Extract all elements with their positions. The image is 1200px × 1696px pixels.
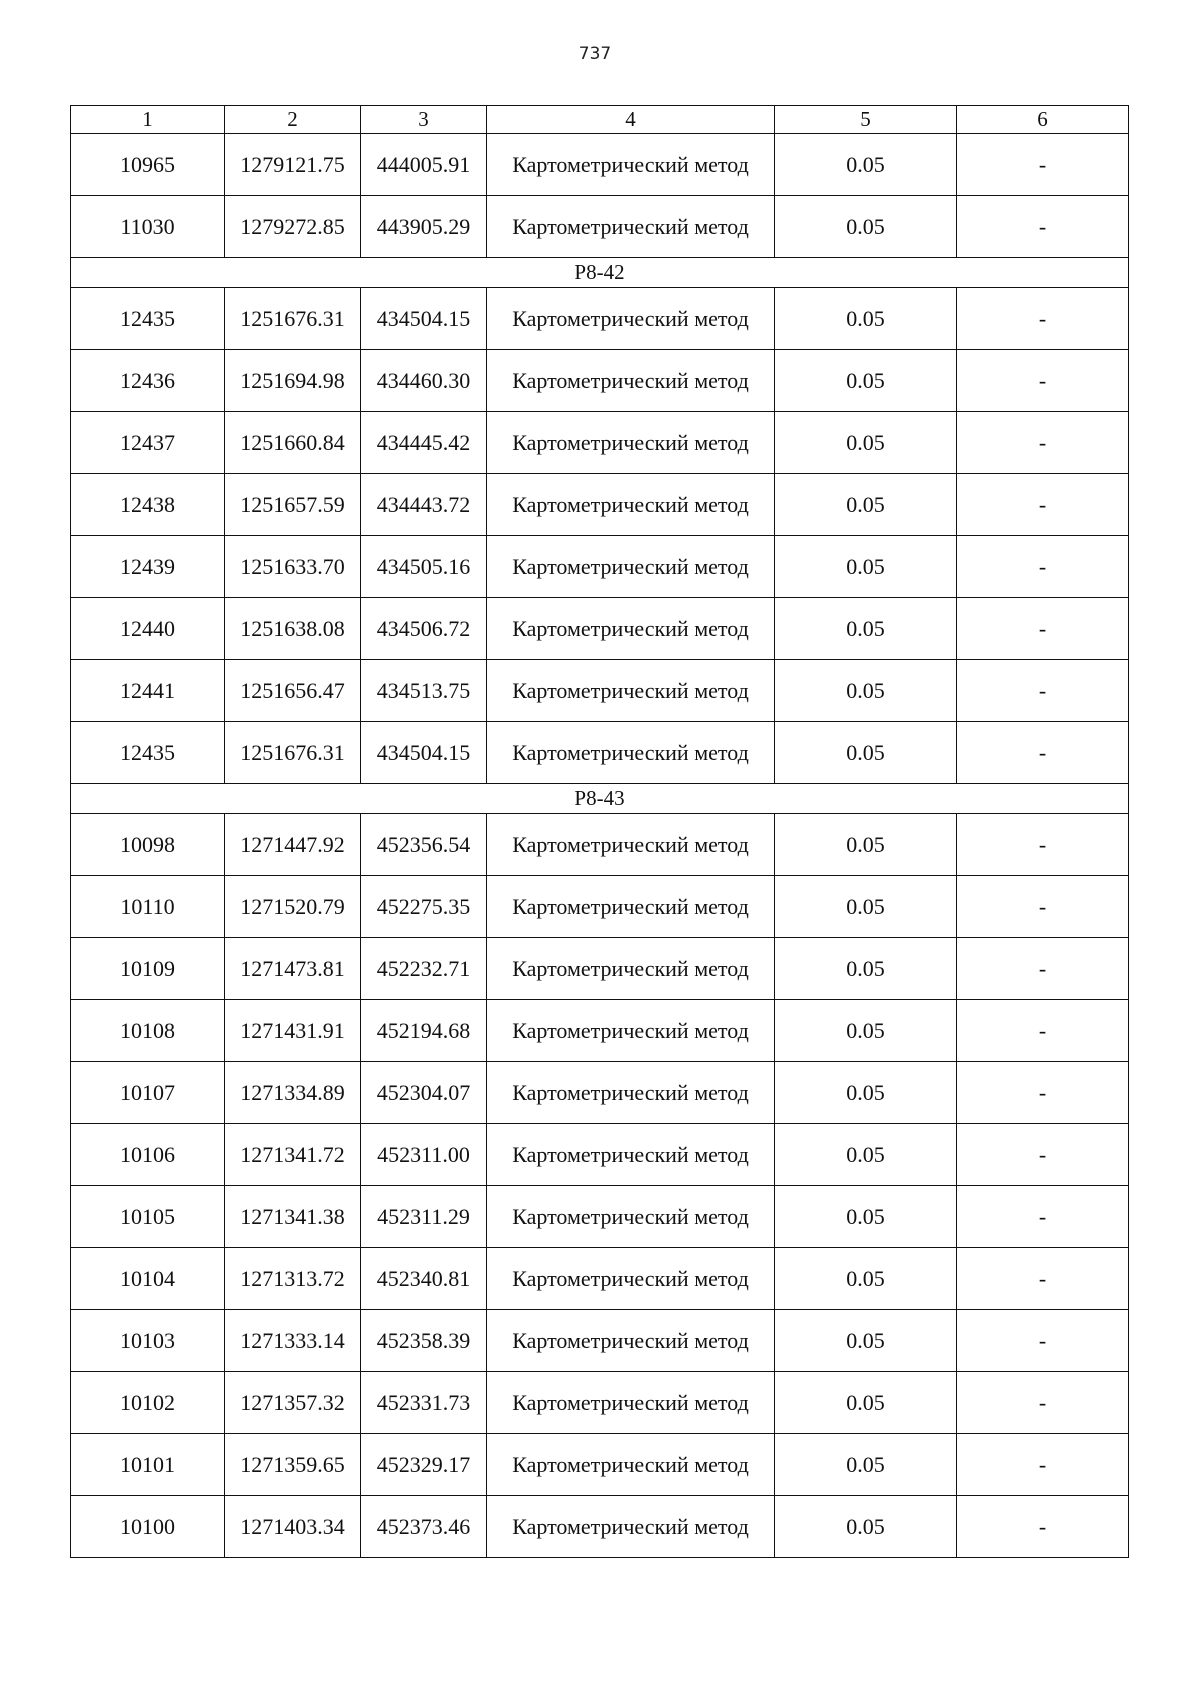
x-coordinate-cell: 1251676.31 bbox=[225, 288, 361, 350]
x-coordinate-cell: 1271403.34 bbox=[225, 1496, 361, 1558]
note-cell: - bbox=[957, 876, 1129, 938]
accuracy-cell: 0.05 bbox=[775, 1310, 957, 1372]
note-cell: - bbox=[957, 134, 1129, 196]
method-cell: Картометрический метод bbox=[487, 1496, 775, 1558]
point-number-cell: 10108 bbox=[71, 1000, 225, 1062]
point-number-cell: 12436 bbox=[71, 350, 225, 412]
x-coordinate-cell: 1251657.59 bbox=[225, 474, 361, 536]
method-cell: Картометрический метод bbox=[487, 1124, 775, 1186]
note-cell: - bbox=[957, 1496, 1129, 1558]
method-cell: Картометрический метод bbox=[487, 1310, 775, 1372]
table-row bbox=[71, 474, 1129, 536]
y-coordinate-cell: 452331.73 bbox=[361, 1372, 487, 1434]
point-number-cell: 12440 bbox=[71, 598, 225, 660]
accuracy-cell: 0.05 bbox=[775, 288, 957, 350]
table-row bbox=[71, 938, 1129, 1000]
point-number-cell: 10105 bbox=[71, 1186, 225, 1248]
note-cell: - bbox=[957, 660, 1129, 722]
x-coordinate-cell: 1271333.14 bbox=[225, 1310, 361, 1372]
note-cell: - bbox=[957, 722, 1129, 784]
point-number-cell: 12435 bbox=[71, 722, 225, 784]
accuracy-cell: 0.05 bbox=[775, 412, 957, 474]
x-coordinate-cell: 1251638.08 bbox=[225, 598, 361, 660]
accuracy-cell: 0.05 bbox=[775, 536, 957, 598]
table-row bbox=[71, 412, 1129, 474]
page-number: 737 bbox=[578, 44, 612, 64]
accuracy-cell: 0.05 bbox=[775, 350, 957, 412]
column-header: 1 bbox=[71, 106, 225, 134]
point-number-cell: 10965 bbox=[71, 134, 225, 196]
note-cell: - bbox=[957, 598, 1129, 660]
point-number-cell: 10101 bbox=[71, 1434, 225, 1496]
accuracy-cell: 0.05 bbox=[775, 938, 957, 1000]
x-coordinate-cell: 1251660.84 bbox=[225, 412, 361, 474]
note-cell: - bbox=[957, 1248, 1129, 1310]
point-number-cell: 10106 bbox=[71, 1124, 225, 1186]
accuracy-cell: 0.05 bbox=[775, 660, 957, 722]
note-cell: - bbox=[957, 1124, 1129, 1186]
x-coordinate-cell: 1271431.91 bbox=[225, 1000, 361, 1062]
table-row bbox=[71, 536, 1129, 598]
note-cell: - bbox=[957, 1434, 1129, 1496]
y-coordinate-cell: 452329.17 bbox=[361, 1434, 487, 1496]
y-coordinate-cell: 452358.39 bbox=[361, 1310, 487, 1372]
accuracy-cell: 0.05 bbox=[775, 1062, 957, 1124]
method-cell: Картометрический метод bbox=[487, 350, 775, 412]
accuracy-cell: 0.05 bbox=[775, 1248, 957, 1310]
table-row bbox=[71, 814, 1129, 876]
table-row bbox=[71, 1434, 1129, 1496]
point-number-cell: 10109 bbox=[71, 938, 225, 1000]
table-row bbox=[71, 196, 1129, 258]
x-coordinate-cell: 1251656.47 bbox=[225, 660, 361, 722]
accuracy-cell: 0.05 bbox=[775, 474, 957, 536]
point-number-cell: 10107 bbox=[71, 1062, 225, 1124]
note-cell: - bbox=[957, 412, 1129, 474]
accuracy-cell: 0.05 bbox=[775, 1434, 957, 1496]
note-cell: - bbox=[957, 938, 1129, 1000]
method-cell: Картометрический метод bbox=[487, 134, 775, 196]
y-coordinate-cell: 434513.75 bbox=[361, 660, 487, 722]
x-coordinate-cell: 1279121.75 bbox=[225, 134, 361, 196]
y-coordinate-cell: 444005.91 bbox=[361, 134, 487, 196]
method-cell: Картометрический метод bbox=[487, 1372, 775, 1434]
point-number-cell: 12441 bbox=[71, 660, 225, 722]
note-cell: - bbox=[957, 1372, 1129, 1434]
method-cell: Картометрический метод bbox=[487, 1248, 775, 1310]
note-cell: - bbox=[957, 536, 1129, 598]
note-cell: - bbox=[957, 350, 1129, 412]
x-coordinate-cell: 1251633.70 bbox=[225, 536, 361, 598]
note-cell: - bbox=[957, 1310, 1129, 1372]
method-cell: Картометрический метод bbox=[487, 598, 775, 660]
method-cell: Картометрический метод bbox=[487, 288, 775, 350]
method-cell: Картометрический метод bbox=[487, 1062, 775, 1124]
method-cell: Картометрический метод bbox=[487, 412, 775, 474]
y-coordinate-cell: 443905.29 bbox=[361, 196, 487, 258]
y-coordinate-cell: 452356.54 bbox=[361, 814, 487, 876]
accuracy-cell: 0.05 bbox=[775, 1186, 957, 1248]
x-coordinate-cell: 1271447.92 bbox=[225, 814, 361, 876]
y-coordinate-cell: 452304.07 bbox=[361, 1062, 487, 1124]
y-coordinate-cell: 434445.42 bbox=[361, 412, 487, 474]
accuracy-cell: 0.05 bbox=[775, 1372, 957, 1434]
column-header: 6 bbox=[957, 106, 1129, 134]
x-coordinate-cell: 1279272.85 bbox=[225, 196, 361, 258]
y-coordinate-cell: 452275.35 bbox=[361, 876, 487, 938]
x-coordinate-cell: 1251676.31 bbox=[225, 722, 361, 784]
point-number-cell: 10102 bbox=[71, 1372, 225, 1434]
table-row bbox=[71, 598, 1129, 660]
y-coordinate-cell: 434460.30 bbox=[361, 350, 487, 412]
point-number-cell: 12435 bbox=[71, 288, 225, 350]
accuracy-cell: 0.05 bbox=[775, 1496, 957, 1558]
table-row bbox=[71, 1372, 1129, 1434]
section-label: Р8-42 bbox=[71, 258, 1129, 288]
x-coordinate-cell: 1271357.32 bbox=[225, 1372, 361, 1434]
x-coordinate-cell: 1251694.98 bbox=[225, 350, 361, 412]
method-cell: Картометрический метод bbox=[487, 1000, 775, 1062]
y-coordinate-cell: 434443.72 bbox=[361, 474, 487, 536]
y-coordinate-cell: 434506.72 bbox=[361, 598, 487, 660]
y-coordinate-cell: 452373.46 bbox=[361, 1496, 487, 1558]
y-coordinate-cell: 434504.15 bbox=[361, 722, 487, 784]
accuracy-cell: 0.05 bbox=[775, 134, 957, 196]
note-cell: - bbox=[957, 814, 1129, 876]
y-coordinate-cell: 452194.68 bbox=[361, 1000, 487, 1062]
table-row bbox=[71, 288, 1129, 350]
column-header: 3 bbox=[361, 106, 487, 134]
x-coordinate-cell: 1271473.81 bbox=[225, 938, 361, 1000]
point-number-cell: 10110 bbox=[71, 876, 225, 938]
method-cell: Картометрический метод bbox=[487, 1186, 775, 1248]
section-label: Р8-43 bbox=[71, 784, 1129, 814]
accuracy-cell: 0.05 bbox=[775, 1124, 957, 1186]
method-cell: Картометрический метод bbox=[487, 474, 775, 536]
note-cell: - bbox=[957, 288, 1129, 350]
section-header-row bbox=[71, 784, 1129, 814]
y-coordinate-cell: 434504.15 bbox=[361, 288, 487, 350]
point-number-cell: 10103 bbox=[71, 1310, 225, 1372]
method-cell: Картометрический метод bbox=[487, 196, 775, 258]
y-coordinate-cell: 452311.00 bbox=[361, 1124, 487, 1186]
table-row bbox=[71, 134, 1129, 196]
note-cell: - bbox=[957, 196, 1129, 258]
method-cell: Картометрический метод bbox=[487, 814, 775, 876]
table-row bbox=[71, 1062, 1129, 1124]
column-header: 5 bbox=[775, 106, 957, 134]
accuracy-cell: 0.05 bbox=[775, 598, 957, 660]
column-number-row bbox=[71, 106, 1129, 134]
column-header: 2 bbox=[225, 106, 361, 134]
accuracy-cell: 0.05 bbox=[775, 814, 957, 876]
table-row bbox=[71, 1000, 1129, 1062]
table-row bbox=[71, 350, 1129, 412]
x-coordinate-cell: 1271341.72 bbox=[225, 1124, 361, 1186]
table-row bbox=[71, 1496, 1129, 1558]
x-coordinate-cell: 1271313.72 bbox=[225, 1248, 361, 1310]
table-row bbox=[71, 1248, 1129, 1310]
accuracy-cell: 0.05 bbox=[775, 876, 957, 938]
x-coordinate-cell: 1271334.89 bbox=[225, 1062, 361, 1124]
accuracy-cell: 0.05 bbox=[775, 1000, 957, 1062]
point-number-cell: 10104 bbox=[71, 1248, 225, 1310]
table-row bbox=[71, 660, 1129, 722]
table-row bbox=[71, 1124, 1129, 1186]
table-row bbox=[71, 1186, 1129, 1248]
x-coordinate-cell: 1271341.38 bbox=[225, 1186, 361, 1248]
y-coordinate-cell: 452340.81 bbox=[361, 1248, 487, 1310]
point-number-cell: 12438 bbox=[71, 474, 225, 536]
table-body bbox=[71, 134, 1129, 1558]
y-coordinate-cell: 434505.16 bbox=[361, 536, 487, 598]
accuracy-cell: 0.05 bbox=[775, 196, 957, 258]
note-cell: - bbox=[957, 474, 1129, 536]
point-number-cell: 10100 bbox=[71, 1496, 225, 1558]
table-row bbox=[71, 1310, 1129, 1372]
note-cell: - bbox=[957, 1062, 1129, 1124]
accuracy-cell: 0.05 bbox=[775, 722, 957, 784]
method-cell: Картометрический метод bbox=[487, 876, 775, 938]
table-row bbox=[71, 876, 1129, 938]
y-coordinate-cell: 452232.71 bbox=[361, 938, 487, 1000]
note-cell: - bbox=[957, 1186, 1129, 1248]
y-coordinate-cell: 452311.29 bbox=[361, 1186, 487, 1248]
method-cell: Картометрический метод bbox=[487, 1434, 775, 1496]
table-row bbox=[71, 722, 1129, 784]
section-header-row bbox=[71, 258, 1129, 288]
point-number-cell: 10098 bbox=[71, 814, 225, 876]
method-cell: Картометрический метод bbox=[487, 938, 775, 1000]
method-cell: Картометрический метод bbox=[487, 660, 775, 722]
x-coordinate-cell: 1271359.65 bbox=[225, 1434, 361, 1496]
point-number-cell: 12439 bbox=[71, 536, 225, 598]
point-number-cell: 12437 bbox=[71, 412, 225, 474]
point-number-cell: 11030 bbox=[71, 196, 225, 258]
x-coordinate-cell: 1271520.79 bbox=[225, 876, 361, 938]
method-cell: Картометрический метод bbox=[487, 722, 775, 784]
column-header: 4 bbox=[487, 106, 775, 134]
method-cell: Картометрический метод bbox=[487, 536, 775, 598]
note-cell: - bbox=[957, 1000, 1129, 1062]
coordinates-table bbox=[70, 105, 1129, 1558]
